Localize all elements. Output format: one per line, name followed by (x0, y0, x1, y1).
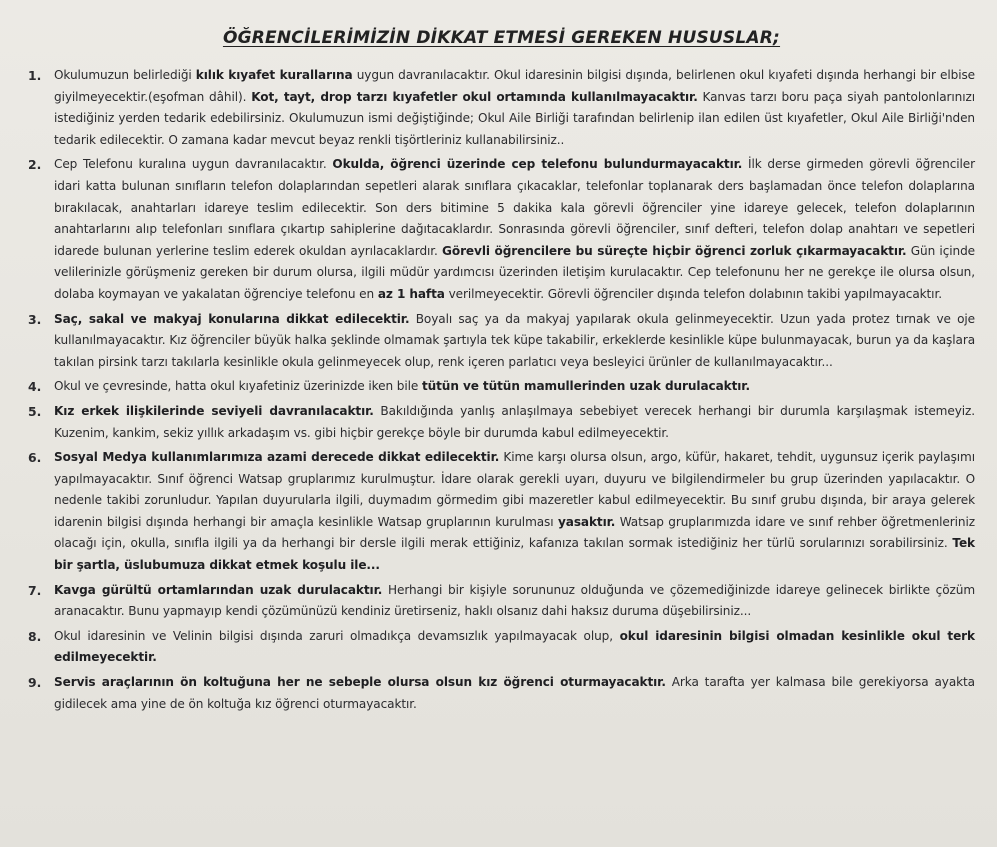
rule-item (28, 401, 975, 444)
rule-number: 3. (28, 311, 42, 327)
rule-emphasis: Sosyal Medya kullanımlarımıza azami derecede dikkat edilecektir. (54, 450, 500, 465)
rule-text (54, 309, 975, 374)
rule-text-segment: İlk derse girmeden görevli öğrenciler idari katta bulunan sınıfların telefon dolaplarından sepetleri alarak sınıflara çıkacaklar, telefonlar toplanarak ders başlamadan önce telefon dolaplarına bırakılacak, anahtarları idareye teslim edilecektir. Son ders bitimine 5 dakika kala görevli öğrenciler yine idareye gelecek, telefon dolaplarının anahtarlarını alıp telefonları sınıflara çıkartıp sahiplerine dağıtacaklardır. Sonrasında görevli öğrenciler, sınıf defteri, telefon dolap anahtarı ve sepetleri idarede bulunan yerlerine teslim ederek okuldan ayrılacaklardır. (54, 157, 975, 258)
rule-emphasis: Okulda, öğrenci üzerinde cep telefonu bulundurmayacaktır. (332, 157, 743, 172)
rule-text (54, 154, 975, 305)
rule-text-segment: Gün içinde velilerinizle görüşmeniz gereken bir durum olursa, ilgili müdür yardımcısı üzerinden iletişim kurulacaktır. Cep telefonunu her ne gerekçe ile olursa olsun, dolaba koymayan ve yakalatan öğrenciye telefonu en (54, 243, 975, 301)
rule-emphasis: tütün ve tütün mamullerinden uzak durulacaktır. (421, 379, 750, 394)
rule-emphasis: Kız erkek ilişkilerinde seviyeli davranılacaktır. (54, 403, 374, 418)
rule-text (54, 447, 975, 577)
rule-text-segment: Watsap gruplarımızda idare ve sınıf rehber öğretmenleriniz olacağı için, okulla, sınıfla ilgili ya da herhangi bir dersle ilgili merak ettiğiniz, kafanıza takılan sormak istediğiniz her türlü sorularınızı sorabilirsiniz. (54, 514, 975, 551)
rule-text (54, 65, 975, 151)
rule-number: 4. (28, 379, 42, 395)
rule-text-segment: uygun davranılacaktır. Okul idaresinin bilgisi dışında, belirlenen okul kıyafeti dışında herhangi bir elbise giyilmeyecektir.(eşofman dâhil). (54, 68, 975, 104)
rule-item (28, 65, 975, 151)
rule-item (28, 580, 975, 623)
rule-text-segment: Okul ve çevresinde, hatta okul kıyafetiniz üzerinizde iken bile (54, 379, 422, 394)
rule-number: 9. (28, 675, 42, 691)
rule-emphasis: kılık kıyafet kurallarına (195, 68, 353, 82)
rule-emphasis: az 1 hafta (377, 286, 445, 301)
rule-number: 8. (28, 628, 42, 644)
rule-number: 2. (28, 157, 42, 173)
rule-text (54, 672, 975, 715)
rule-emphasis: Tek bir şartla, üslubumuza dikkat etmek koşulu ile... (54, 536, 975, 573)
rule-text-segment: Okulumuzun belirlediği (54, 68, 196, 82)
page-title: ÖĞRENCİLERİMİZİN DİKKAT ETMESİ GEREKEN HUSUSLAR; (222, 28, 781, 48)
rule-number: 7. (28, 582, 42, 598)
rule-emphasis: yasaktır. (557, 514, 616, 529)
rule-number: 5. (28, 403, 42, 419)
rule-text-segment: Bakıldığında yanlış anlaşılmaya sebebiyet verecek herhangi bir durumla karşılaşmak istemeyiz. Kuzenim, kankim, sekiz yıllık arkadaşım vs. gibi hiçbir gerekçe böyle bir durumda kabul edilmeyecektir. (54, 403, 976, 440)
rule-text-segment: verilmeyecektir. Görevli öğrenciler dışında telefon dolabının takibi yapılmayacaktır. (444, 286, 942, 301)
rule-text-segment: Kanvas tarzı boru paça siyah pantolonlarınızı istediğiniz yerden tedarik edebilirsiniz. Okulumuzun ismi değiştiğinde; Okul Aile Birliği tarafından belirlenip ilan edilen üst kıyafetler, Okul Aile Birliği'nden tedarik edilecektir. O zamana kadar mevcut beyaz renkli tişörtleriniz kullanabilirsiniz.. (54, 89, 976, 147)
rule-text (54, 626, 975, 669)
rule-text (54, 376, 975, 398)
rule-text-segment: Arka tarafta yer kalmasa bile gerekiyorsa ayakta gidilecek ama yine de ön koltuğa kız öğrenci oturmayacaktır. (54, 675, 975, 711)
rule-item (28, 154, 975, 305)
rule-item (28, 376, 975, 398)
rule-emphasis: Kot, tayt, drop tarzı kıyafetler okul ortamında kullanılmayacaktır. (251, 89, 698, 104)
rule-emphasis: okul idaresinin bilgisi olmadan kesinlikle okul terk edilmeyecektir. (54, 628, 975, 665)
rules-list (28, 65, 975, 715)
rule-text-segment: Cep Telefonu kuralına uygun davranılacaktır. (54, 157, 333, 172)
rule-emphasis: Kavga gürültü ortamlarından uzak durulacaktır. (54, 582, 383, 597)
rule-number: 1. (28, 68, 42, 83)
rule-text-segment: Kime karşı olursa olsun, argo, küfür, hakaret, tehdit, uygunsuz içerik paylaşımı yapılmayacaktır. Sınıf öğrenci Watsap gruplarımız kurulmuştur. İdare olarak gerekli uyarı, duyuru ve bilgilendirmeler bu grup üzerinden yapılacaktır. O nedenle takibi zorunludur. Yapılan duyurularla ilgili, duymadım görmedim gibi mazeretler kabul edilmeyecektir. Bu sınıf grubu dışında, bir araya gelerek idarenin bilgisi dışında herhangi bir amaçla kesinlikle Watsap gruplarının kurulması (54, 450, 975, 529)
rule-emphasis: Görevli öğrencilere bu süreçte hiçbir öğrenci zorluk çıkarmayacaktır. (442, 243, 907, 258)
rule-item (28, 447, 975, 577)
rule-text-segment: Okul idaresinin ve Velinin bilgisi dışında zaruri olmadıkça devamsızlık yapılmayacak olup, (54, 628, 620, 643)
rule-text (54, 580, 975, 623)
rule-text-segment: Herhangi bir kişiyle sorununuz olduğunda ve çözemediğinizde idareye gelinecek birlikte çözüm aranacaktır. Bunu yapmayıp kendi çözümünüzü kendiniz üretirseniz, haklı olsanız dahi haksız duruma düşebilirsiniz... (54, 582, 975, 619)
rule-emphasis: Saç, sakal ve makyaj konularına dikkat edilecektir. (54, 311, 410, 326)
rule-item (28, 672, 975, 715)
rule-item (28, 626, 975, 669)
rule-text-segment: Boyalı saç ya da makyaj yapılarak okula gelinmeyecektir. Uzun yada protez tırnak ve oje kullanılmayacaktır. Kız öğrenciler büyük halka şeklinde olmamak şartıyla tek küpe takabilir, erkeklerde kesinlikle küpe bulunmayacak, burun ya da kaşlara takılan pirsink tarzı takılarla kesinlikle okula gelinmeyecek olup, renk içeren parlatıcı veya besleyici ürünler de kullanılmayacaktır... (54, 311, 976, 369)
rule-item (28, 309, 975, 374)
rule-text (54, 401, 975, 444)
rule-number: 6. (28, 450, 42, 466)
rule-emphasis: Servis araçlarının ön koltuğuna her ne sebeple olursa olsun kız öğrenci oturmayacaktır. (54, 675, 666, 690)
